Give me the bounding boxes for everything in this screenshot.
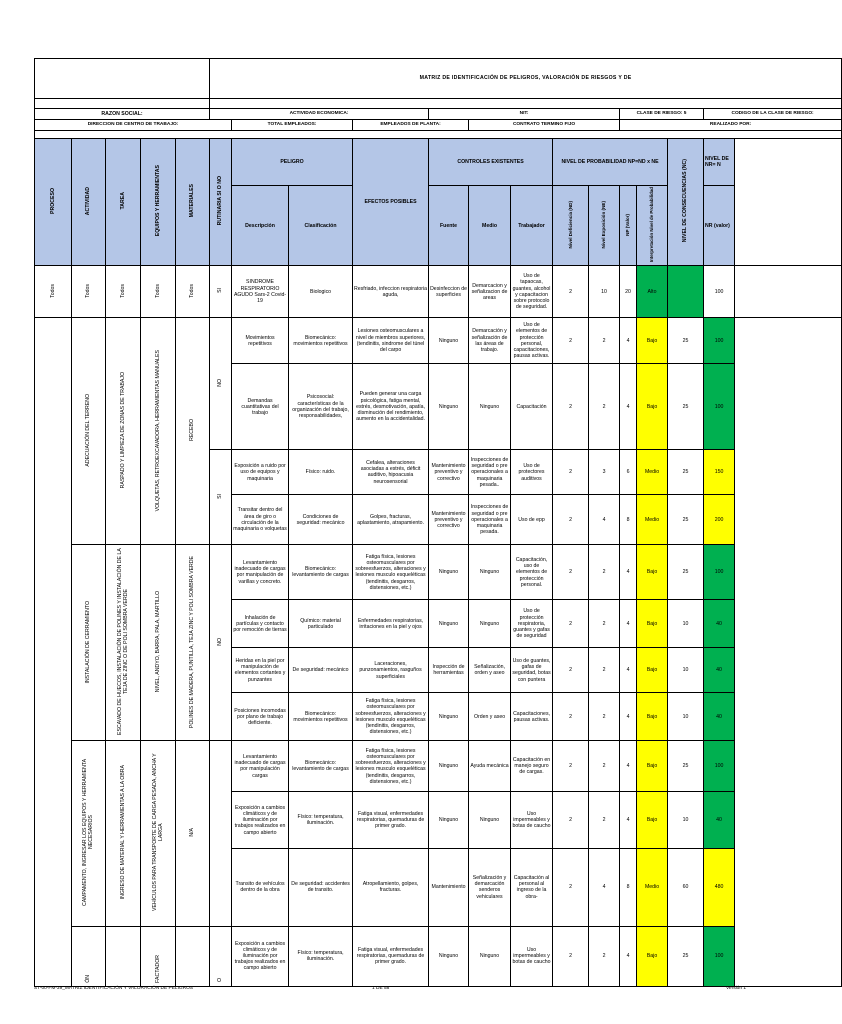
header-nr: NR (valor) <box>704 186 735 266</box>
nd-cell: 2 <box>553 600 589 648</box>
trabajador-cell: Capacitación, uso de elementos de protección personal. <box>511 545 553 600</box>
header-peligro: PELIGRO <box>232 139 353 186</box>
trabajador-cell: Uso de tapaocas, guantes, alcohol y capacitacion sobre protocolo de seguridad. <box>511 266 553 318</box>
nc-cell: 25 <box>668 318 704 364</box>
clase-riesgo-label: CLASE DE RIESGO: 5 <box>620 109 704 120</box>
header-descripcion: Descripción <box>232 186 289 266</box>
descripcion-cell: Posiciones incomodas por plano de trabajo deficiente. <box>232 693 289 741</box>
rutinaria-no-cell: NO <box>210 545 232 741</box>
np-cell: 4 <box>620 693 637 741</box>
clasificacion-cell: Biomecánico: movimientos repetitivos <box>289 693 353 741</box>
medio-cell: Ninguno <box>469 545 511 600</box>
np-cell: 8 <box>620 849 637 926</box>
logo-cell <box>35 59 210 99</box>
nc-cell: 25 <box>668 495 704 545</box>
nr-cell: 40 <box>704 600 735 648</box>
actividad-group-cell: INSTALACIÓN DE CERRAMIENTO <box>72 545 106 741</box>
interp-cell: Medio <box>637 495 668 545</box>
descripcion-cell: Transito de vehículos dentro de la obra <box>232 849 289 926</box>
nc-cell: 25 <box>668 741 704 792</box>
interp-cell: Bajo <box>637 741 668 792</box>
clasificacion-cell: De seguridad: mecánico <box>289 648 353 693</box>
descripcion-cell: Inhalación de partículas y contacto por remoción de tierras <box>232 600 289 648</box>
header-trabajador: Trabajador <box>511 186 553 266</box>
clasificacion-cell: Biomecánico: movimientos repetitivos <box>289 318 353 364</box>
header-rutinaria: RUTINARIA SI O NO <box>210 139 232 266</box>
np-cell: 4 <box>620 545 637 600</box>
medio-cell: Ninguno <box>469 926 511 986</box>
nd-cell: 2 <box>553 693 589 741</box>
ne-cell: 4 <box>589 849 620 926</box>
efectos-cell: Resfriado, infeccion respiratoria aguda, <box>353 266 429 318</box>
efectos-cell: Fatiga visual, enfermedades respiratorias, quemaduras de primer grado. <box>353 792 429 849</box>
nd-cell: 2 <box>553 926 589 986</box>
nd-cell: 2 <box>553 792 589 849</box>
np-cell: 6 <box>620 450 637 495</box>
nd-cell: 2 <box>553 450 589 495</box>
header-nivel-consecuencias: NIVEL DE CONSECUENCIAS (NC) <box>668 139 704 266</box>
ne-cell: 2 <box>589 741 620 792</box>
nr-cell: 200 <box>704 495 735 545</box>
header-medio: Medio <box>469 186 511 266</box>
descripcion-cell: Demandas cuantitativas del trabajo <box>232 364 289 450</box>
ne-cell: 2 <box>589 792 620 849</box>
nc-cell: 60 <box>668 849 704 926</box>
np-cell: 4 <box>620 364 637 450</box>
efectos-cell: Lesiones osteomusculares a nivel de miembros superiores, (tendinitis, sindrome del túnel del carpo <box>353 318 429 364</box>
nr-cell: 40 <box>704 792 735 849</box>
np-cell: 4 <box>620 648 637 693</box>
nr-cell: 100 <box>704 318 735 364</box>
interp-cell: Medio <box>637 849 668 926</box>
nd-cell: 2 <box>553 364 589 450</box>
ne-cell: 2 <box>589 648 620 693</box>
ne-cell: 2 <box>589 318 620 364</box>
equipos-group-cell: VOLQUETAS, RETROEXCAVADORA, HERRAMIENTAS MANUALES <box>141 318 176 545</box>
nd-cell: 2 <box>553 318 589 364</box>
table-row <box>35 741 842 792</box>
medio-cell: Ninguno <box>469 364 511 450</box>
matrix-document <box>34 58 814 983</box>
empleados-planta-label: EMPLEADOS DE PLANTA: <box>353 120 469 131</box>
trabajador-cell: Uso de protección respiratoria, guantes y gafas de seguridad <box>511 600 553 648</box>
interp-cell: Alto <box>637 266 668 318</box>
fuente-cell: Ninguno <box>429 600 469 648</box>
header-ne: Nivel Exposición (NE) <box>589 186 620 266</box>
ne-cell: 10 <box>589 266 620 318</box>
tarea-trunc-cell <box>106 926 141 986</box>
header-tarea: TAREA <box>106 139 141 266</box>
np-cell: 4 <box>620 926 637 986</box>
equipos-cell: Todos <box>141 266 176 318</box>
tarea-cell: Todos <box>106 266 141 318</box>
interp-cell: Bajo <box>637 926 668 986</box>
trabajador-cell: Uso de epp <box>511 495 553 545</box>
risk-matrix-table <box>34 58 842 987</box>
trabajador-cell: Capacitaciones, pausas activas. <box>511 693 553 741</box>
rutinaria-blank-cell <box>210 741 232 926</box>
header-materiales: MATERIALES <box>176 139 210 266</box>
descripcion-cell: Levantamiento inadecuado de cargas por manipulación de varillas y concreto. <box>232 545 289 600</box>
fuente-cell: Ninguno <box>429 364 469 450</box>
efectos-cell: Fatiga visual, enfermedades respiratorias, quemaduras de primer grado. <box>353 926 429 986</box>
efectos-cell: Cefalea, alteraciones asociadas a estrés, déficit auditivo, hipoacusia neurosensorial <box>353 450 429 495</box>
header-proceso: PROCESO <box>35 139 72 266</box>
header-interpretacion: Interpretación Nivel de Probabilidad <box>637 186 668 266</box>
rutinaria-si-cell: SI <box>210 450 232 545</box>
blank-cell <box>210 99 842 109</box>
table-row <box>35 545 842 600</box>
rutinaria-no-cell: NO <box>210 318 232 450</box>
np-cell: 4 <box>620 318 637 364</box>
nd-cell: 2 <box>553 495 589 545</box>
fuente-cell: Mantenimiento <box>429 849 469 926</box>
blank-cell <box>735 318 842 986</box>
equipos-group-cell: VEHÍCULOS PARA TRANSPORTE DE CARGA PESADA, ANCHA Y LARGA <box>141 741 176 926</box>
nr-cell: 480 <box>704 849 735 926</box>
clasificacion-cell: Psicosocial: características de la organización del trabajo, responsabilidades, <box>289 364 353 450</box>
nr-cell: 150 <box>704 450 735 495</box>
header-nivel-riesgo: NIVEL DE NR= N <box>704 139 735 186</box>
fuente-cell: Desinfeccion de superficies <box>429 266 469 318</box>
footer-version: Versión 1 <box>726 986 747 991</box>
blank-header-cell <box>735 139 842 266</box>
nd-cell: 2 <box>553 849 589 926</box>
nd-cell: 2 <box>553 648 589 693</box>
nr-cell: 100 <box>704 364 735 450</box>
materiales-group-cell: POLINES DE MADERA, PUNTILLA, TEJA ZINC Y POLI SOMBRA VERDE <box>176 545 210 741</box>
interp-cell: Medio <box>637 450 668 495</box>
fuente-cell: Ninguno <box>429 318 469 364</box>
trabajador-cell: Capacitación <box>511 364 553 450</box>
footer-doc-code: ST-00-FM-39_MATRIZ IDENTIFICACIÓN Y VALORACIÓN DE PELIGROS <box>34 986 194 991</box>
actividad-cell: Todos <box>72 266 106 318</box>
efectos-cell: Golpes, fracturas, aplastamiento, atrapamiento. <box>353 495 429 545</box>
tarea-group-cell: INGRESO DE MATERIAL Y HERRAMIENTAS A LA OBRA <box>106 741 141 926</box>
descripcion-cell: Levantamiento inadecuado de cargas por manipulación cargas <box>232 741 289 792</box>
efectos-cell: Fatiga física, lesiones osteomusculares por sobreesfuerzos, alteraciones y lesiones musculo esqueléticas (tendinitis, desgarros, distensiones, etc.) <box>353 693 429 741</box>
header-actividad: ACTIVIDAD <box>72 139 106 266</box>
trabajador-cell: Uso de protectores auditivos <box>511 450 553 495</box>
medio-cell: Señalización, orden y aseo <box>469 648 511 693</box>
medio-cell: Demarcación y señalización de las áreas de trabajo. <box>469 318 511 364</box>
clasificacion-cell: Físico: ruido. <box>289 450 353 495</box>
fuente-cell: Ninguno <box>429 741 469 792</box>
tarea-group-cell: RASPADO Y LIMPIEZA DE ZONAS DE TRABAJO <box>106 318 141 545</box>
descripcion-cell: Exposición a cambios climáticos y de iluminación por trabajos realizados en campo abierto <box>232 926 289 986</box>
descripcion-cell: SINDROME RESPIRATORIO AGUDO Sars-2 Covid-19 <box>232 266 289 318</box>
materiales-group-cell: N/A <box>176 741 210 926</box>
fuente-cell: Inspección de herramientas <box>429 648 469 693</box>
fuente-cell: Ninguno <box>429 926 469 986</box>
actividad-group-cell: ADECUACIÓN DEL TERRENO <box>72 318 106 545</box>
trabajador-cell: Uso impermeables y botas de caucho <box>511 926 553 986</box>
materiales-trunc-cell <box>176 926 210 986</box>
actividad-group-cell: CAMPAMENTO, INGRESAR LOS EQUIPOS Y HERRAMIENTA NECESARIOS <box>72 741 106 926</box>
tarea-group-cell: ESCAVADO DE HUECOS, INSTALACIÓN DE POLINES Y INSTALACIÓN DE LA TEJA DE ZINC O DE POLI SOMBRA VERDE <box>106 545 141 741</box>
trabajador-cell: Uso impermeables y botas de caucho <box>511 792 553 849</box>
descripcion-cell: Exposición a ruido por uso de equipos y maquinaria <box>232 450 289 495</box>
materiales-cell: Todos <box>176 266 210 318</box>
header-controles: CONTROLES EXISTENTES <box>429 139 553 186</box>
blank-cell <box>35 99 210 109</box>
nc-cell: 10 <box>668 648 704 693</box>
actividad-trunc-cell: ÓN <box>72 926 106 986</box>
nr-cell: 100 <box>704 926 735 986</box>
equipos-group-cell: NIVEL, ANDYO, BARRA, PALA, MARTILLO <box>141 545 176 741</box>
ne-cell: 2 <box>589 545 620 600</box>
trabajador-cell: Uso de guantes, gafas de seguridad, botas con puntera <box>511 648 553 693</box>
interp-cell: Bajo <box>637 693 668 741</box>
interp-cell: Bajo <box>637 600 668 648</box>
codigo-clase-label: CODIGO DE LA CLASE DE RIESGO: <box>704 109 842 120</box>
descripcion-cell: Heridas en la piel por manipulación de elementos cortantes y punzantes <box>232 648 289 693</box>
fuente-cell: Mantenimiento preventivo y correctivo <box>429 495 469 545</box>
fuente-cell: Ninguno <box>429 545 469 600</box>
clasificacion-cell: De seguridad: accidentes de transito. <box>289 849 353 926</box>
rutinaria-trunc-cell: O <box>210 926 232 986</box>
trabajador-cell: Uso de elementos de protección personal, capacitaciones, pausas activas. <box>511 318 553 364</box>
spacer-row <box>35 131 842 139</box>
direccion-label: DIRECCION DE CENTRO DE TRABAJO: <box>35 120 232 131</box>
interp-cell: Bajo <box>637 364 668 450</box>
interp-cell: Bajo <box>637 792 668 849</box>
clasificacion-cell: Condiciones de seguridad: mecánico <box>289 495 353 545</box>
header-efectos: EFECTOS POSIBLES <box>353 139 429 266</box>
np-cell: 8 <box>620 495 637 545</box>
medio-cell: Orden y aseo <box>469 693 511 741</box>
header-clasificacion: Clasificación <box>289 186 353 266</box>
medio-cell: Ayuda mecánica <box>469 741 511 792</box>
materiales-group-cell: RECEBO <box>176 318 210 545</box>
proceso-group-cell <box>35 318 72 986</box>
realizado-label: REALIZADO POR: <box>620 120 842 131</box>
header-np: NP (Valor) <box>620 186 637 266</box>
np-cell: 20 <box>620 266 637 318</box>
nr-cell: 40 <box>704 693 735 741</box>
efectos-cell: Enfermedades respiratorias, irritaciones en la piel y ojos <box>353 600 429 648</box>
ne-cell: 4 <box>589 495 620 545</box>
medio-cell: Señalización y demarcación senderos vehiculares <box>469 849 511 926</box>
ne-cell: 2 <box>589 693 620 741</box>
header-nivel-probabilidad: NIVEL DE PROBABILIDAD NP=ND x NE <box>553 139 668 186</box>
proceso-cell: Todos <box>35 266 72 318</box>
efectos-cell: Fatiga física, lesiones osteomusculares por sobreesfuerzos, alteraciones y lesiones musculo esqueléticas (tendinitis, desgarros, distensiones, etc.) <box>353 741 429 792</box>
clasificacion-cell: Químico: material particulado <box>289 600 353 648</box>
nc-cell: 25 <box>668 545 704 600</box>
total-empleados-label: TOTAL EMPLEADOS: <box>232 120 353 131</box>
nc-cell: 25 <box>668 926 704 986</box>
nc-cell: 25 <box>668 450 704 495</box>
clasificacion-cell: Físico: temperatura, iluminación. <box>289 792 353 849</box>
trabajador-cell: Capacitación en manejo seguro de cargas. <box>511 741 553 792</box>
table-row <box>35 926 842 986</box>
medio-cell: Demarcacion y señalizacion de areas <box>469 266 511 318</box>
footer-page-number: 1 DE 58 <box>372 986 390 991</box>
np-cell: 4 <box>620 741 637 792</box>
fuente-cell: Mantenimiento preventivo y correctivo <box>429 450 469 495</box>
header-equipos: EQUIPOS Y HERRAMIENTAS <box>141 139 176 266</box>
table-row <box>35 266 842 318</box>
nc-cell <box>668 266 704 318</box>
table-row <box>35 318 842 364</box>
clasificacion-cell: Biomecánico: levantamiento de cargas <box>289 741 353 792</box>
interp-cell: Bajo <box>637 648 668 693</box>
nr-cell: 100 <box>704 266 735 318</box>
contrato-label: CONTRATO TERMINO FIJO <box>469 120 620 131</box>
nc-cell: 10 <box>668 600 704 648</box>
razon-social-label: RAZON SOCIAL: <box>35 109 210 120</box>
nc-cell: 10 <box>668 693 704 741</box>
ne-cell: 2 <box>589 364 620 450</box>
clasificacion-cell: Biomecánico: levantamiento de cargas <box>289 545 353 600</box>
medio-cell: Inspecciones de seguridad o pre operacionales a maquinaria pesada. <box>469 495 511 545</box>
ne-cell: 3 <box>589 450 620 495</box>
header-fuente: Fuente <box>429 186 469 266</box>
np-cell: 4 <box>620 792 637 849</box>
nit-label: NIT: <box>429 109 620 120</box>
medio-cell: Inspecciones de seguridad o pre operacionales a maquinaria pesada.. <box>469 450 511 495</box>
page-title: MATRIZ DE IDENTIFICACIÓN DE PELIGROS, VALORACIÓN DE RIESGOS Y DE <box>210 59 842 99</box>
interp-cell: Bajo <box>637 545 668 600</box>
medio-cell: Ninguno <box>469 792 511 849</box>
nd-cell: 2 <box>553 545 589 600</box>
nc-cell: 10 <box>668 792 704 849</box>
nc-cell: 25 <box>668 364 704 450</box>
rutinaria-cell: SI <box>210 266 232 318</box>
efectos-cell: Laceraciones, punzonamientos, rasguños superficiales <box>353 648 429 693</box>
efectos-cell: Pueden generar una carga psicológica, fatiga mental, estrés, desmotivación, apatía, disminución del rendimiento, aumento en la accidentalidad. <box>353 364 429 450</box>
ne-cell: 2 <box>589 926 620 986</box>
nr-cell: 100 <box>704 741 735 792</box>
medio-cell: Ninguno <box>469 600 511 648</box>
nd-cell: 2 <box>553 741 589 792</box>
clasificacion-cell: Biologico <box>289 266 353 318</box>
ne-cell: 2 <box>589 600 620 648</box>
fuente-cell: Ninguno <box>429 693 469 741</box>
trabajador-cell: Capacitación al personal al ingreso de la obra- <box>511 849 553 926</box>
descripcion-cell: Transitar dentro del área de giro o circulación de la maquinaria o volquetas <box>232 495 289 545</box>
np-cell: 4 <box>620 600 637 648</box>
actividad-economica-label: ACTIVIDAD ECONOMICA: <box>210 109 429 120</box>
blank-cell <box>735 266 842 318</box>
efectos-cell: Fatiga física, lesiones osteomusculares por sobreesfuerzos, alteraciones y lesiones musculo esqueléticas (tendinitis, desgarros, distensiones, etc.) <box>353 545 429 600</box>
descripcion-cell: Exposición a cambios climáticos y de iluminación por trabajos realizados en campo abierto <box>232 792 289 849</box>
equipos-trunc-cell: FACTADOR <box>141 926 176 986</box>
header-nd: Nivel Deficiencia (ND) <box>553 186 589 266</box>
nr-cell: 40 <box>704 648 735 693</box>
descripcion-cell: Movimientos repetitivos <box>232 318 289 364</box>
clasificacion-cell: Físico: temperatura, iluminación. <box>289 926 353 986</box>
nd-cell: 2 <box>553 266 589 318</box>
interp-cell: Bajo <box>637 318 668 364</box>
fuente-cell: Ninguno <box>429 792 469 849</box>
efectos-cell: Atropellamiento, golpes, fracturas. <box>353 849 429 926</box>
nr-cell: 100 <box>704 545 735 600</box>
